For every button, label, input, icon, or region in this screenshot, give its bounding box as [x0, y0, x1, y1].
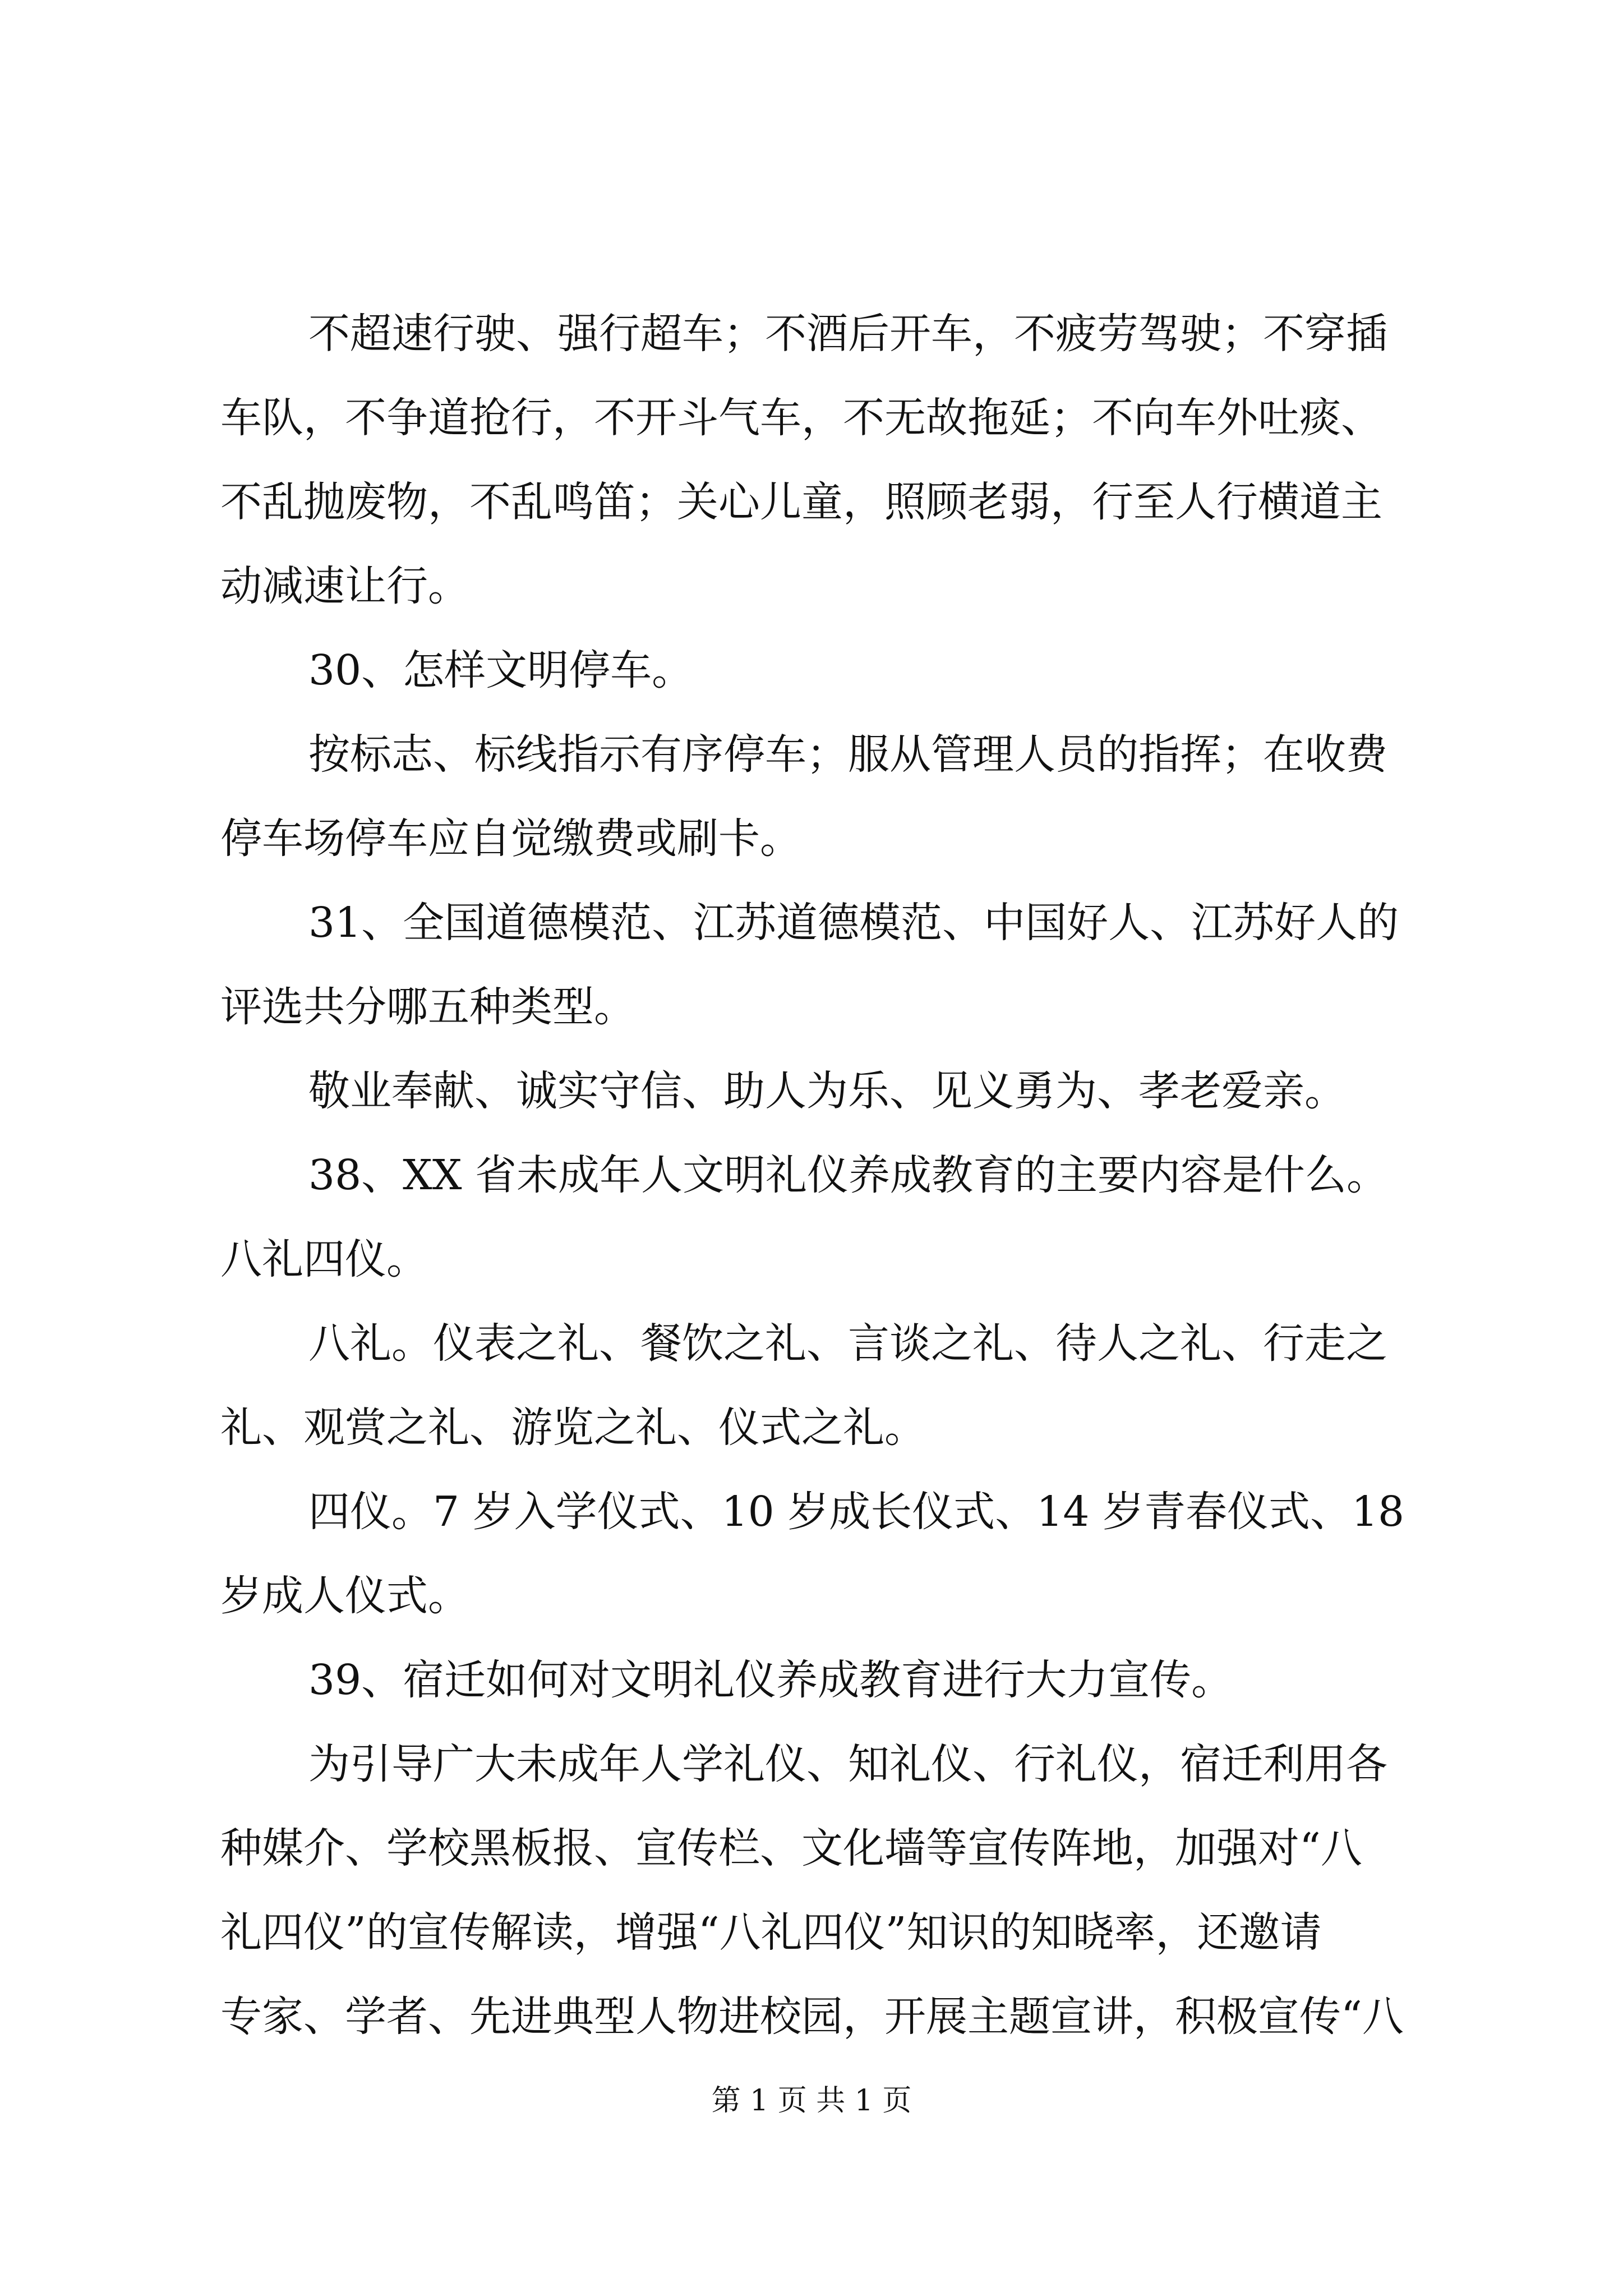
paragraph-line: 不超速行驶、强行超车；不酒后开车，不疲劳驾驶；不穿插 — [308, 310, 1387, 358]
paragraph-line: 评选共分哪五种类型。 — [220, 983, 635, 1031]
paragraph-line: 为引导广大未成年人学礼仪、知礼仪、行礼仪，宿迁利用各 — [308, 1740, 1387, 1788]
question-heading: 31、全国道德模范、江苏道德模范、中国好人、江苏好人的 — [308, 899, 1399, 947]
document-body — [220, 292, 1421, 2059]
question-heading: 30、怎样文明停车。 — [308, 646, 694, 694]
paragraph-line: 八礼四仪。 — [220, 1235, 428, 1283]
paragraph-line: 礼四仪”的宣传解读，增强“八礼四仪”知识的知晓率，还邀请 — [220, 1908, 1322, 1957]
paragraph-line: 停车场停车应自觉缴费或刷卡。 — [220, 815, 801, 863]
paragraph-line: 礼、观赏之礼、游览之礼、仪式之礼。 — [220, 1404, 926, 1452]
question-heading: 39、宿迁如何对文明礼仪养成教育进行大力宣传。 — [308, 1656, 1233, 1704]
paragraph-line: 岁成人仪式。 — [220, 1572, 469, 1620]
paragraph-line: 种媒介、学校黑板报、宣传栏、文化墙等宣传阵地，加强对“八 — [220, 1824, 1362, 1872]
paragraph-line: 八礼。仪表之礼、餐饮之礼、言谈之礼、待人之礼、行走之 — [308, 1319, 1387, 1368]
question-heading: 38、XX 省未成年人文明礼仪养成教育的主要内容是什么。 — [308, 1151, 1389, 1199]
paragraph-line: 专家、学者、先进典型人物进校园，开展主题宣讲，积极宣传“八 — [220, 1993, 1404, 2041]
paragraph-line: 四仪。7 岁入学仪式、10 岁成长仪式、14 岁青春仪式、18 — [308, 1488, 1405, 1536]
page-footer: 第 1 页 共 1 页 — [711, 2084, 912, 2118]
paragraph-line: 敬业奉献、诚实守信、助人为乐、见义勇为、孝老爱亲。 — [308, 1067, 1346, 1115]
paragraph-line: 动减速让行。 — [220, 562, 469, 610]
paragraph-line: 按标志、标线指示有序停车；服从管理人员的指挥；在收费 — [308, 730, 1387, 779]
paragraph-line: 不乱抛废物，不乱鸣笛；关心儿童，照顾老弱，行至人行横道主 — [220, 478, 1382, 526]
paragraph-line: 车队，不争道抢行，不开斗气车，不无故拖延；不向车外吐痰、 — [220, 394, 1382, 442]
